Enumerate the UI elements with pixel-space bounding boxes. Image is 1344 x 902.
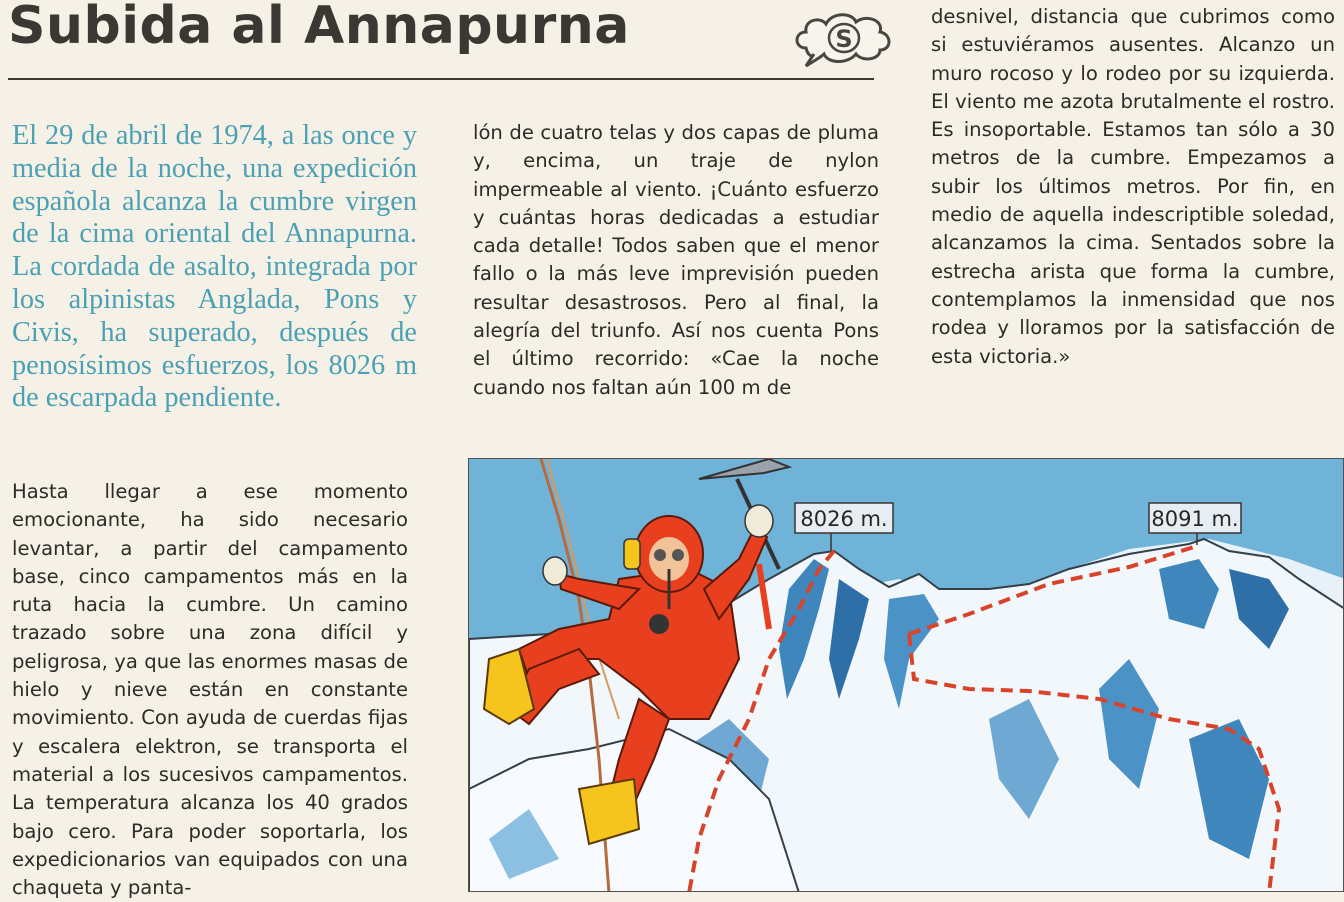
- summit-label-east: 8026 m.: [800, 507, 888, 531]
- article-title: Subida al Annapurna: [8, 0, 630, 56]
- column-1-text: Hasta llegar a ese momento emocionante, ha sido necesario levantar, a partir del campamento base, cinco campamentos más en la ruta hacia la cumbre. Un camino trazado sobre una zona difícil y peligrosa, ya que las enormes masas de hielo y nieve están en constante movimiento. Con ayuda de cuerdas fijas y escalera elektron, se transporta el material a los sucesivos campamentos. La temperatura alcanza los 40 grados bajo cero. Para poder soportarla, los expedicionarios van equipados con una chaqueta y panta-: [12, 480, 408, 900]
- text-column-1: [12, 478, 408, 902]
- text-column-3: [931, 3, 1335, 371]
- section-badge-cloud-icon: [792, 8, 898, 70]
- text-column-2: [473, 119, 879, 402]
- column-2-text: lón de cuatro telas y dos capas de pluma y, encima, un traje de nylon impermeable al viento. ¡Cuánto esfuerzo y cuántas horas dedicadas a estudiar cada detalle! Todos saben que el menor fallo o la más leve imprevisión pueden resultar desastrosos. Pero al final, la alegría del triunfo. Así nos cuenta Pons el último recorrido: «Cae la noche cuando nos faltan aún 100 m de: [473, 121, 879, 399]
- lead-paragraph: El 29 de abril de 1974, a las once y media de la noche, una expedición española alcanza la cumbre virgen de la cima oriental del Annapurna. La cordada de asalto, integrada por los alpinistas Anglada, Pons y Civis, ha superado, después de penosísimos esfuerzos, los 8026 m de escarpada pendiente.: [12, 120, 417, 414]
- column-3-text: desnivel, distancia que cubrimos como si estuviéramos ausentes. Alcanzo un muro rocoso y lo rodeo por su izquierda. El viento me azota brutalmente el rostro. Es insoportable. Estamos tan sólo a 30 metros de la cumbre. Empezamos a subir los últimos metros. Por fin, en medio de aquella indescriptible soledad, alcanzamos la cima. Sentados sobre la estrecha arista que forma la cumbre, contemplamos la inmensidad que nos rodea y lloramos por la satisfacción de esta victoria.»: [931, 5, 1335, 368]
- title-divider: [8, 78, 874, 80]
- badge-letter: S: [835, 25, 853, 53]
- annapurna-climber-illustration: [468, 458, 1344, 892]
- summit-label-main: 8091 m.: [1151, 507, 1239, 531]
